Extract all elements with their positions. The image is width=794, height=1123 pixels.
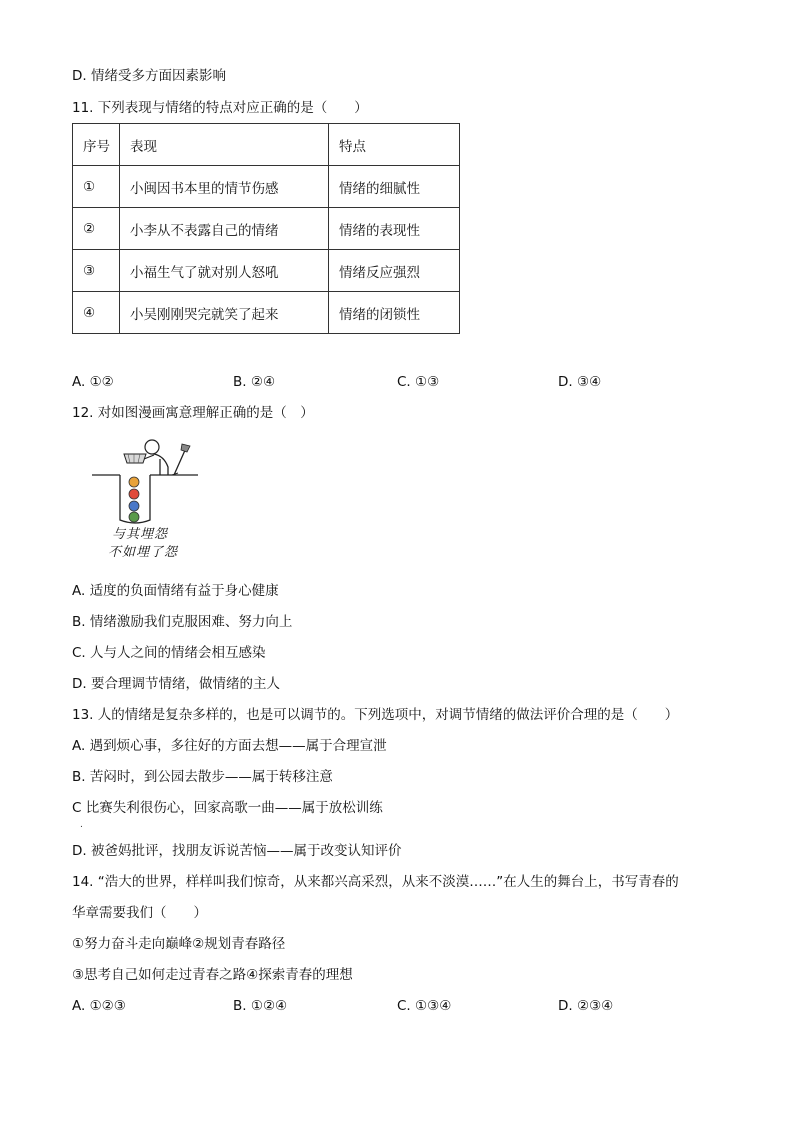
table-row bbox=[73, 250, 460, 292]
q11-option-a: A. ①② bbox=[72, 374, 114, 390]
table-cell: ③ bbox=[73, 250, 120, 292]
table-cell: ① bbox=[73, 166, 120, 208]
cartoon-illustration bbox=[88, 434, 200, 566]
table-cell: 情绪的表现性 bbox=[329, 208, 460, 250]
table-cell: 情绪反应强烈 bbox=[329, 250, 460, 292]
q12-option-d: D. 要合理调节情绪，做情绪的主人 bbox=[72, 676, 280, 692]
table-cell: 情绪的细腻性 bbox=[329, 166, 460, 208]
table-header-cell: 表现 bbox=[120, 124, 329, 166]
q14-options bbox=[72, 997, 722, 1015]
q13-stem: 13. 人的情绪是复杂多样的，也是可以调节的。下列选项中，对调节情绪的做法评价合理的是（ ） bbox=[72, 707, 679, 723]
table-cell: 小吴刚刚哭完就笑了起来 bbox=[120, 292, 329, 334]
table-cell: 小李从不表露自己的情绪 bbox=[120, 208, 329, 250]
q14-items-line1: ①努力奋斗走向巅峰②规划青春路径 bbox=[72, 936, 286, 952]
table-header-row bbox=[73, 124, 460, 166]
cartoon-caption-line2: 不如埋了怨 bbox=[108, 545, 179, 560]
table-row bbox=[73, 208, 460, 250]
q14-option-d: D. ②③④ bbox=[558, 998, 614, 1014]
stray-dot: . bbox=[80, 820, 83, 830]
q14-option-b: B. ①②④ bbox=[233, 998, 288, 1014]
q13-option-c: C 比赛失利很伤心，回家高歌一曲——属于放松训练 bbox=[72, 800, 383, 816]
q14-option-a: A. ①②③ bbox=[72, 998, 126, 1014]
q11-stem: 11. 下列表现与情绪的特点对应正确的是（ ） bbox=[72, 100, 368, 116]
q11-table bbox=[72, 123, 460, 334]
table-cell: 小福生气了就对别人怒吼 bbox=[120, 250, 329, 292]
q14-option-c: C. ①③④ bbox=[397, 998, 452, 1014]
q10-option-d: D. 情绪受多方面因素影响 bbox=[72, 68, 226, 84]
q12-option-c: C. 人与人之间的情绪会相互感染 bbox=[72, 645, 266, 661]
table-cell: ② bbox=[73, 208, 120, 250]
table-header-cell: 序号 bbox=[73, 124, 120, 166]
q14-items-line2: ③思考自己如何走过青春之路④探索青春的理想 bbox=[72, 967, 353, 983]
q11-option-b: B. ②④ bbox=[233, 374, 276, 390]
q11-options bbox=[72, 373, 722, 391]
q12-option-b: B. 情绪激励我们克服困难、努力向上 bbox=[72, 614, 293, 630]
q14-stem-line1: 14. “浩大的世界，样样叫我们惊奇，从来都兴高采烈，从来不淡漠……”在人生的舞台上，书写青春的 bbox=[72, 874, 679, 890]
q14-stem-line2: 华章需要我们（ ） bbox=[72, 905, 207, 921]
q12-option-a: A. 适度的负面情绪有益于身心健康 bbox=[72, 583, 279, 599]
table-cell: 情绪的闭锁性 bbox=[329, 292, 460, 334]
q13-option-d: D. 被爸妈批评，找朋友诉说苦恼——属于改变认知评价 bbox=[72, 843, 402, 859]
q11-option-c: C. ①③ bbox=[397, 374, 440, 390]
table-cell: 小闽因书本里的情节伤感 bbox=[120, 166, 329, 208]
q12-stem: 12. 对如图漫画寓意理解正确的是（ ） bbox=[72, 405, 314, 421]
q13-option-a: A. 遇到烦心事，多往好的方面去想——属于合理宣泄 bbox=[72, 738, 387, 754]
q11-option-d: D. ③④ bbox=[558, 374, 602, 390]
q13-option-b: B. 苦闷时，到公园去散步——属于转移注意 bbox=[72, 769, 333, 785]
table-header-cell: 特点 bbox=[329, 124, 460, 166]
table-cell: ④ bbox=[73, 292, 120, 334]
cartoon-caption-line1: 与其埋怨 bbox=[112, 527, 169, 542]
table-row bbox=[73, 166, 460, 208]
table-row bbox=[73, 292, 460, 334]
